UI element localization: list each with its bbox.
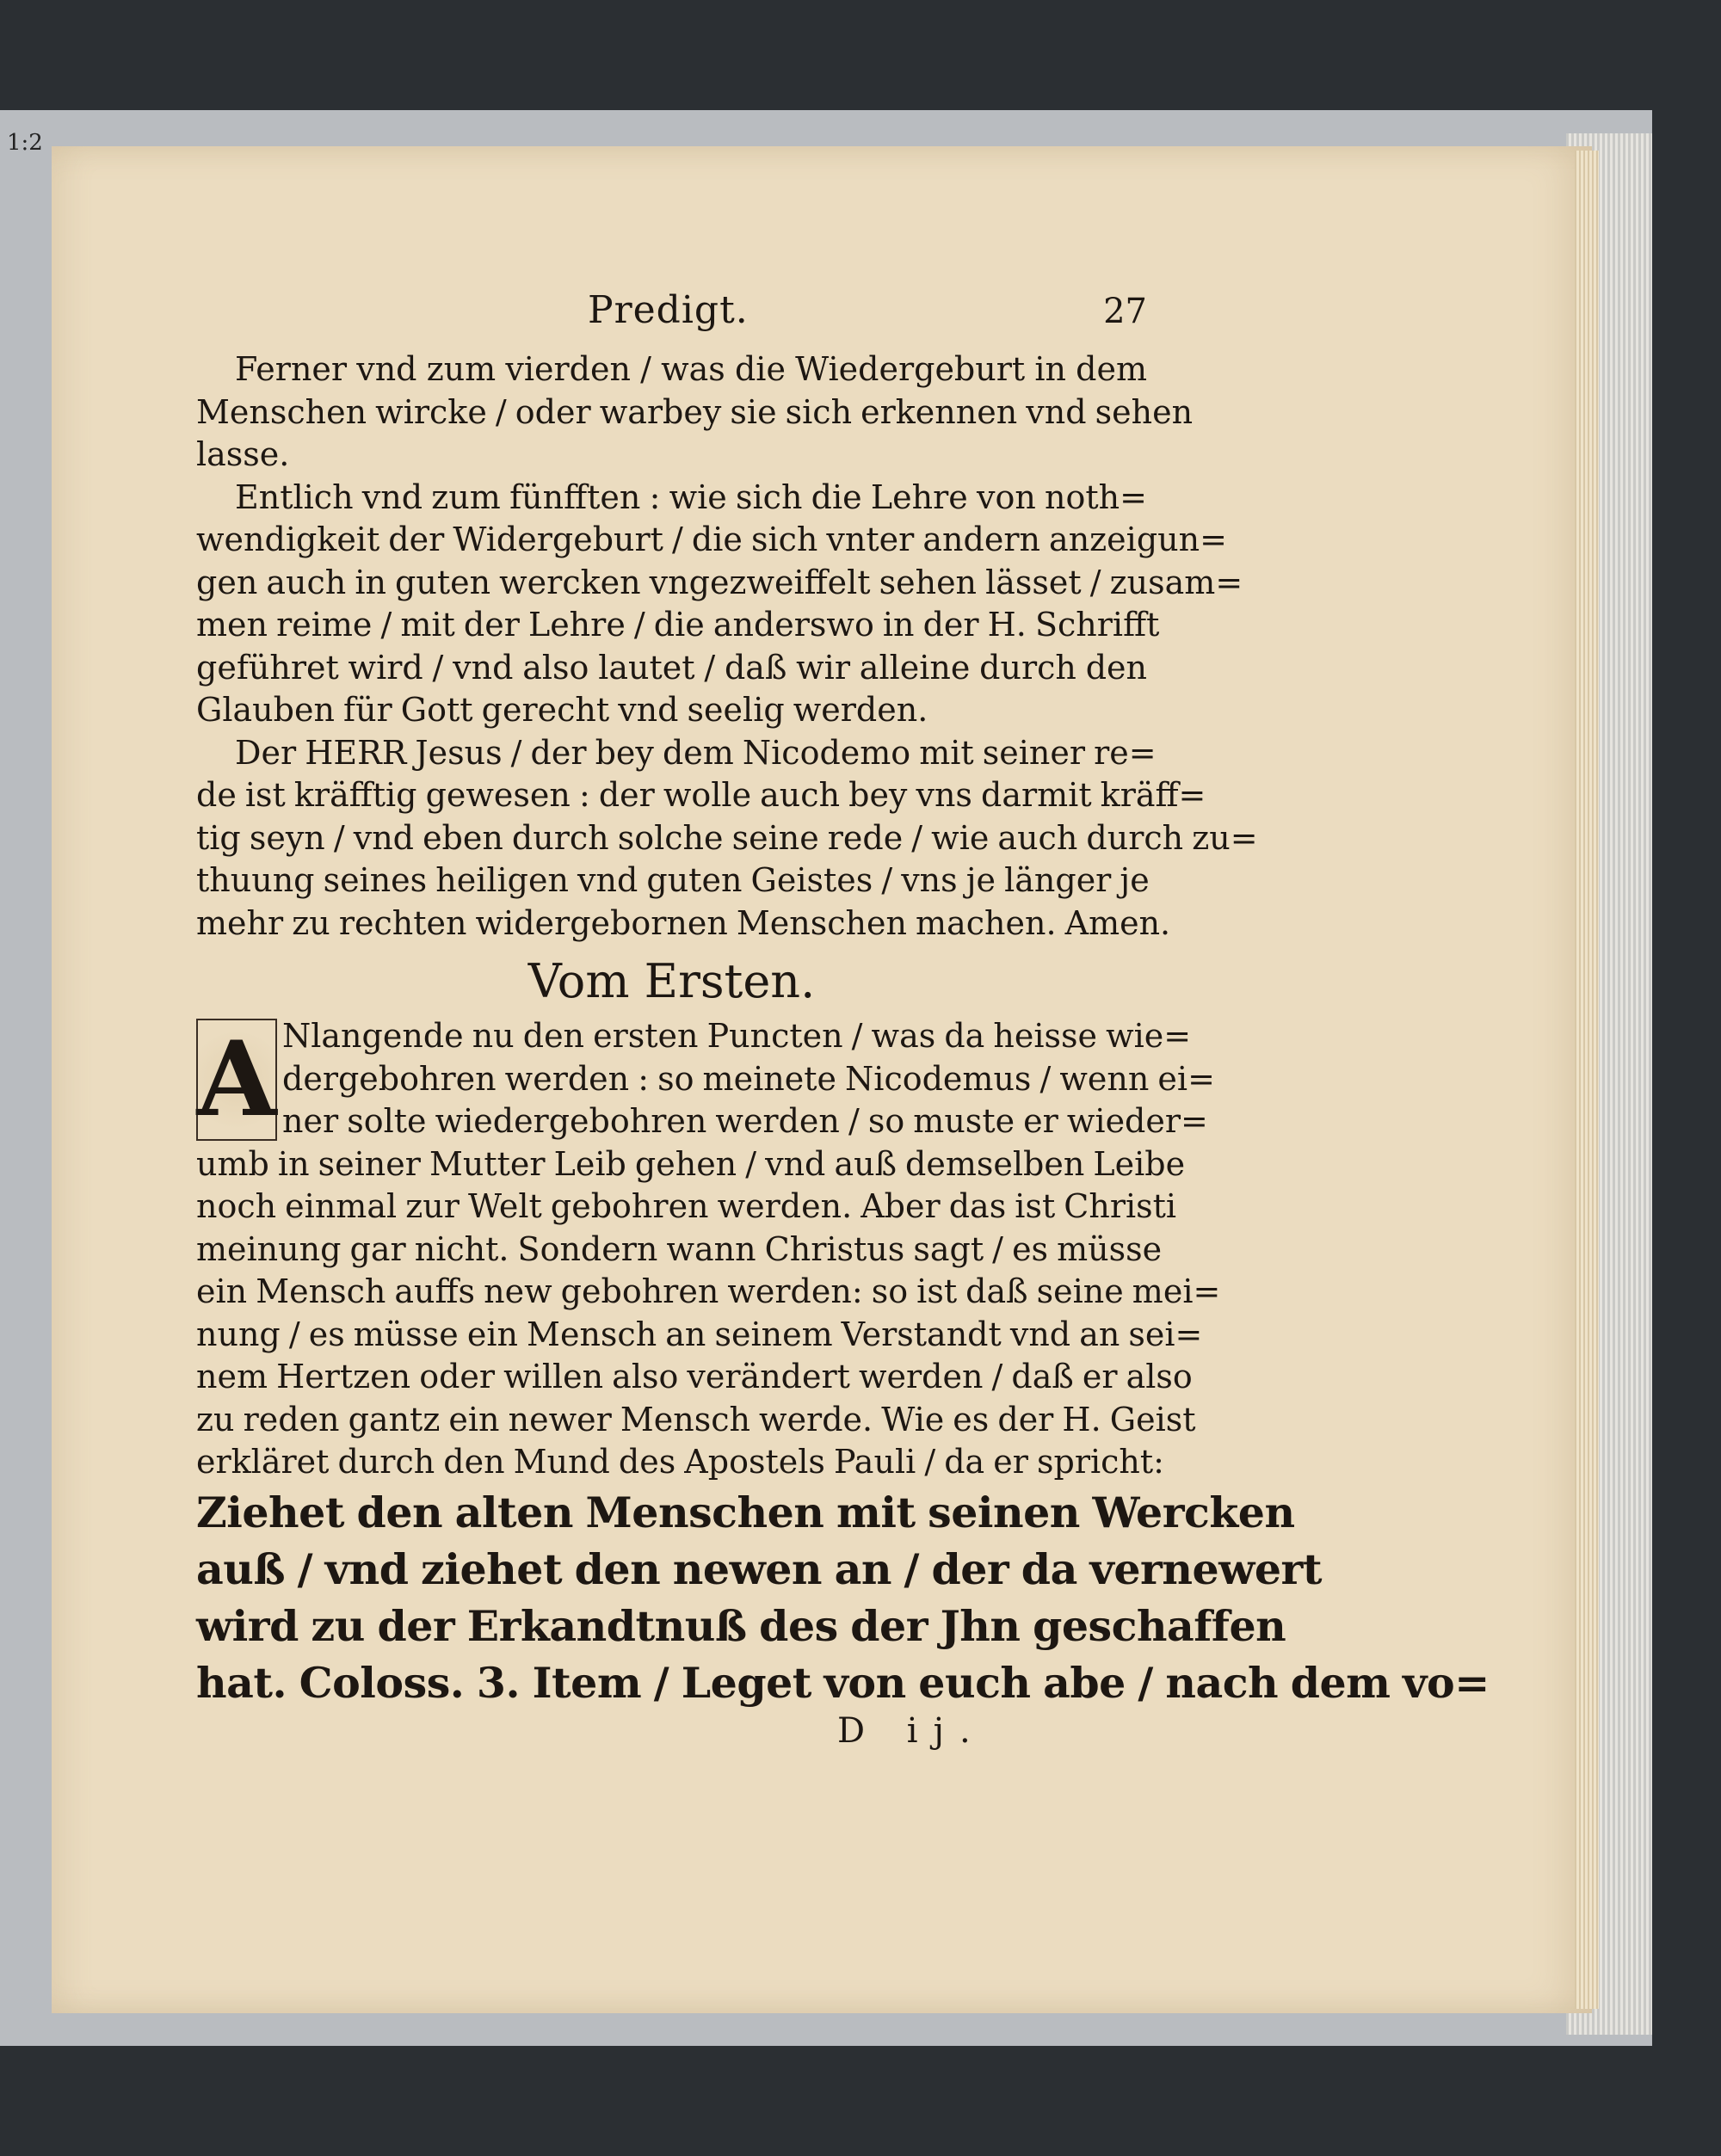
text-line: wendigkeit der Widergeburt / die sich vnter andern anzeigun= — [196, 521, 1227, 558]
page-footer — [196, 1711, 1147, 1763]
text-line: zu reden gantz ein newer Mensch werde. Wie es der H. Geist — [196, 1400, 1196, 1438]
margin-mark: 1:2 — [7, 130, 43, 156]
text-line: men reime / mit der Lehre / die anderswo in der H. Schrifft — [196, 606, 1160, 644]
text-line: ein Mensch auffs new gebohren werden: so ist daß seine mei= — [196, 1272, 1221, 1310]
quote-line: auß / vnd ziehet den newen an / der da vernewert — [196, 1543, 1322, 1594]
text-line: Menschen wircke / oder warbey sie sich erkennen vnd sehen — [196, 392, 1194, 431]
paragraph-1 — [196, 348, 1194, 477]
header-title: Predigt. — [588, 288, 749, 332]
paragraph-3 — [196, 732, 1258, 946]
text-line: nung / es müsse ein Mensch an seinem Verstandt vnd an sei= — [196, 1315, 1203, 1353]
page-number: 27 — [1103, 292, 1147, 331]
page-fore-edge — [1575, 151, 1599, 2009]
section-heading: Vom Ersten. — [527, 954, 816, 1008]
paragraph-2 — [196, 477, 1243, 732]
text-line: de ist kräfftig gewesen : der wolle auch bey vns darmit kräff= — [196, 776, 1206, 814]
text-line: Nlangende nu den ersten Puncten / was da heisse wie= — [282, 1017, 1192, 1055]
quote-line: hat. Coloss. 3. Item / Leget von euch abe / nach dem vo= — [196, 1657, 1490, 1708]
text-line: meinung gar nicht. Sondern wann Christus sagt / es müsse — [196, 1229, 1163, 1268]
drop-initial-paragraph — [196, 1015, 1221, 1484]
text-line: tig seyn / vnd eben durch solche seine rede / wie auch durch zu= — [196, 818, 1258, 857]
text-line: ner solte wiedergebohren werden / so muste er wieder= — [282, 1102, 1208, 1140]
text-line: mehr zu rechten widergebornen Menschen machen. Amen. — [196, 903, 1171, 942]
text-line: Der HERR Jesus / der bey dem Nicodemo mit seiner re= — [235, 733, 1157, 772]
text-line: nem Hertzen oder willen also verändert werden / daß er also — [196, 1358, 1193, 1395]
text-line: gen auch in guten wercken vngezweiffelt sehen lässet / zusam= — [196, 563, 1243, 601]
text-line: Glauben für Gott gerecht vnd seelig werden. — [196, 691, 928, 729]
text-line: Ferner vnd zum vierden / was die Wiedergeburt in dem — [235, 350, 1147, 388]
text-line: noch einmal zur Welt gebohren werden. Aber das ist Christi — [196, 1187, 1177, 1225]
text-line: erkläret durch den Mund des Apostels Pauli / da er spricht: — [196, 1443, 1164, 1481]
page-text — [196, 288, 1490, 1763]
quote-line: Ziehet den alten Menschen mit seinen Wercken — [196, 1487, 1295, 1537]
text-line: thuung seines heiligen vnd guten Geistes / vns je länger je — [196, 861, 1150, 899]
text-line: Entlich vnd zum fünfften : wie sich die Lehre von noth= — [235, 477, 1147, 516]
text-line: umb in seiner Mutter Leib gehen / vnd auß demselben Leibe — [196, 1144, 1186, 1183]
text-line: dergebohren werden : so meinete Nicodemus / wenn ei= — [282, 1059, 1215, 1098]
scripture-quote — [196, 1484, 1490, 1711]
running-header — [196, 288, 1147, 348]
quote-line: wird zu der Erkandtnuß des der Jhn geschaffen — [196, 1600, 1286, 1651]
text-line: geführet wird / vnd also lautet / daß wir alleine durch den — [196, 648, 1147, 687]
text-line: lasse. — [196, 435, 290, 473]
signature-mark: D ij. — [837, 1710, 986, 1751]
drop-initial: A — [196, 1019, 277, 1140]
